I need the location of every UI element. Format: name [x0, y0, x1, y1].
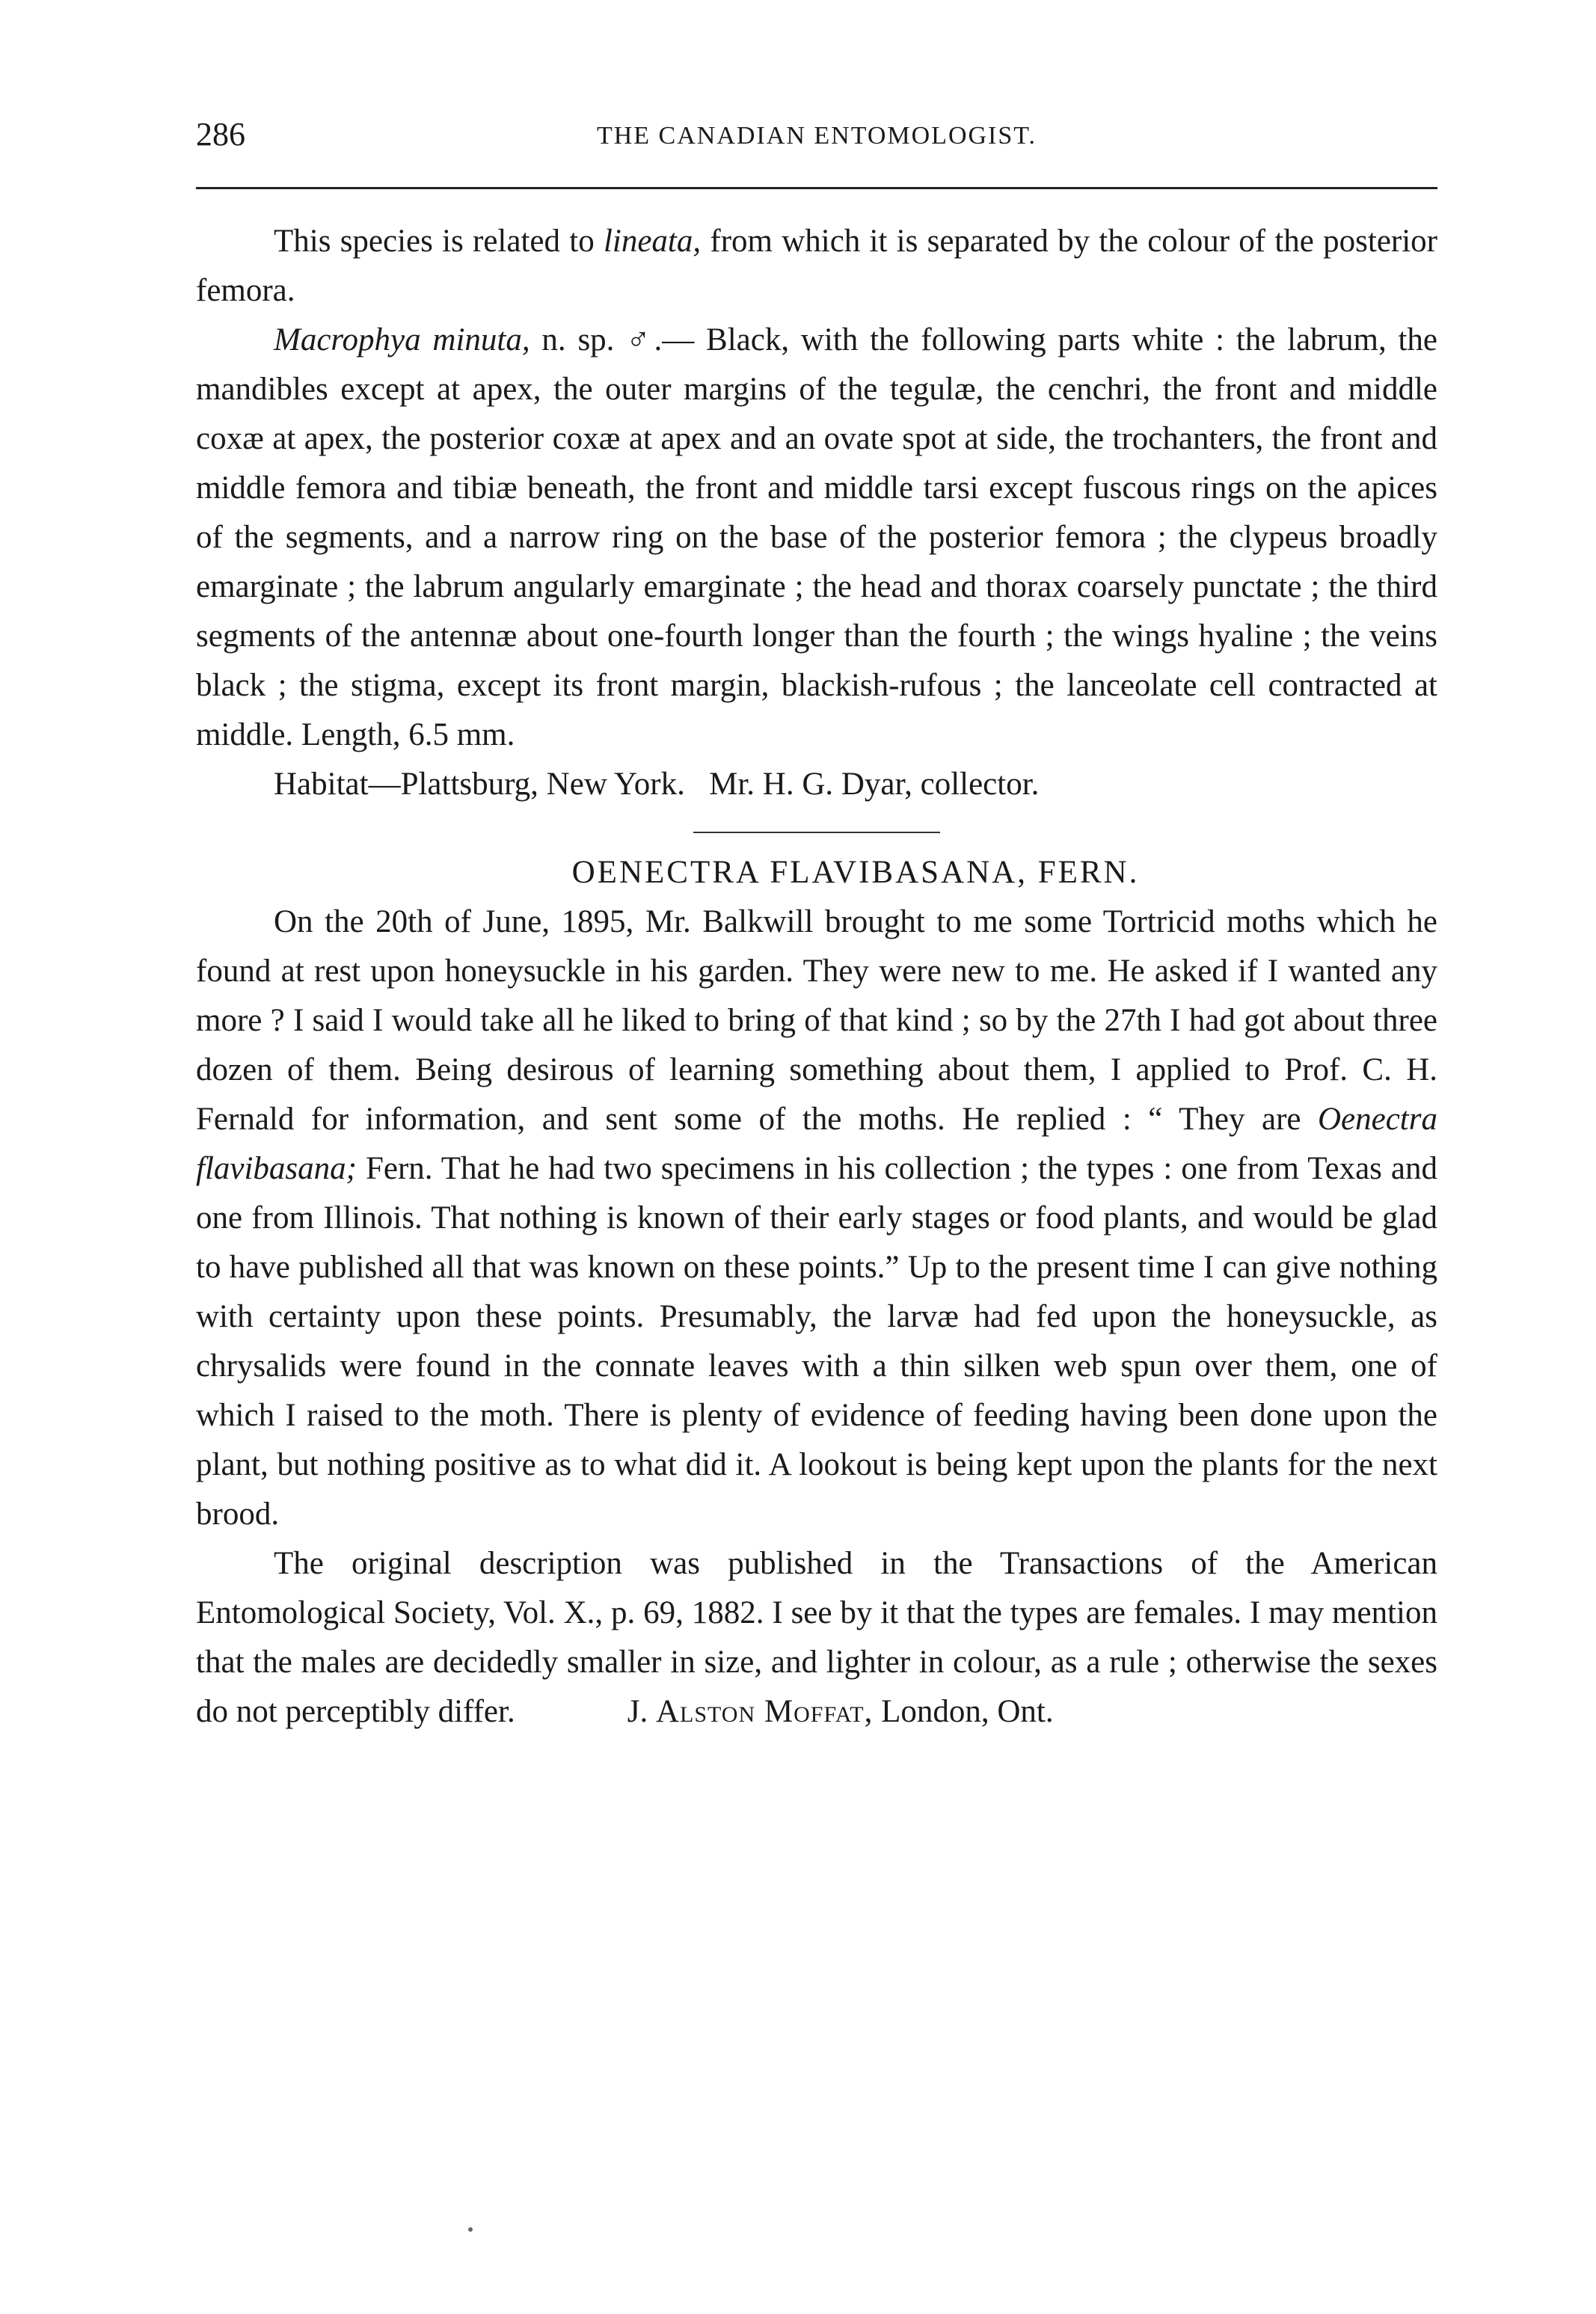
article-title: OENECTRA FLAVIBASANA, FERN. [571, 855, 1140, 890]
text-run: The original description was published in the Transactions of the American Entomological Society, Vol. X., p. 69, 1882. I see by it that the types are females. I may mention that the males are decidedly smaller in size, and lighter in colour, as a rule ; otherwise the sexes do not perceptibly differ. [196, 1546, 1437, 1729]
body-text [196, 217, 1437, 1737]
paragraph-observations [196, 897, 1437, 1539]
running-head: THE CANADIAN ENTOMOLOGIST. [596, 122, 1037, 150]
italic-species-name: lineata, [603, 224, 702, 259]
author-signoff [627, 1694, 1054, 1729]
paragraph-related-species [196, 217, 1437, 316]
page-header [196, 112, 1437, 157]
author-initial: J. [627, 1694, 656, 1729]
author-name: Alston Moffat, [655, 1694, 874, 1729]
species-description: n. sp. ♂.— Black, with the following parts white : the labrum, the mandibles except at apex, the outer margins of the tegulæ, the cenchri, the front and middle coxæ at apex, the posterior coxæ at apex and an ovate spot at side, the trochanters, the front and middle femora and tibiæ beneath, the front and middle tarsi except fuscous rings on the apices of the segments, and a narrow ring on the base of the posterior femora ; the clypeus broadly emarginate ; the labrum angularly emarginate ; the head and thorax coarsely punctate ; the third segments of the antennæ about one-fourth longer than the fourth ; the wings hyaline ; the veins black ; the stigma, except its front margin, blackish-rufous ; the lanceolate cell contracted at middle. Length, 6.5 mm. [196, 322, 1438, 752]
species-name: Macrophya minuta, [274, 322, 530, 357]
text-run: from which it is separated by the colour of the posterior femora. [196, 224, 1437, 308]
text-run: Fern. That he had two specimens in his collection ; the types : one from Texas and one from Illinois. That nothing is known of their early stages or food plants, and would be glad to have published all that was known on these points.” Up to the present time I can give nothing with certainty upon these points. Presumably, the larvæ had fed upon the honeysuckle, as chrysalids were found in the connate leaves with a thin silken web spun over them, one of which I raised to the moth. There is plenty of evidence of feeding having been done upon the plant, but nothing positive as to what did it. A lookout is being kept upon the plants for the next brood. [196, 1151, 1437, 1532]
section-divider [693, 832, 940, 833]
text-run: This species is related to [274, 224, 604, 259]
habitat-line: Habitat—Plattsburg, New York. Mr. H. G. Dyar, collector. [274, 767, 1040, 802]
paragraph-original-description [196, 1539, 1437, 1737]
print-speck [468, 2227, 473, 2232]
italic-species-name: Oenectra flavibasana; [196, 1102, 1437, 1186]
text-run: On the 20th of June, 1895, Mr. Balkwill brought to me some Tortricid moths which he found at rest upon honeysuckle in his garden. They were new to me. He asked if I wanted any more ? I said I would take all he liked to bring of that kind ; so by the 27th I had got about three dozen of them. Being desirous of learning something about them, I applied to Prof. C. H. Fernald for information, and sent some of the moths. He replied : “ They are [196, 904, 1437, 1137]
page-number: 286 [196, 116, 245, 153]
header-rule [196, 187, 1437, 189]
author-place: London, Ont. [873, 1694, 1054, 1729]
paragraph-species-description [196, 316, 1437, 760]
